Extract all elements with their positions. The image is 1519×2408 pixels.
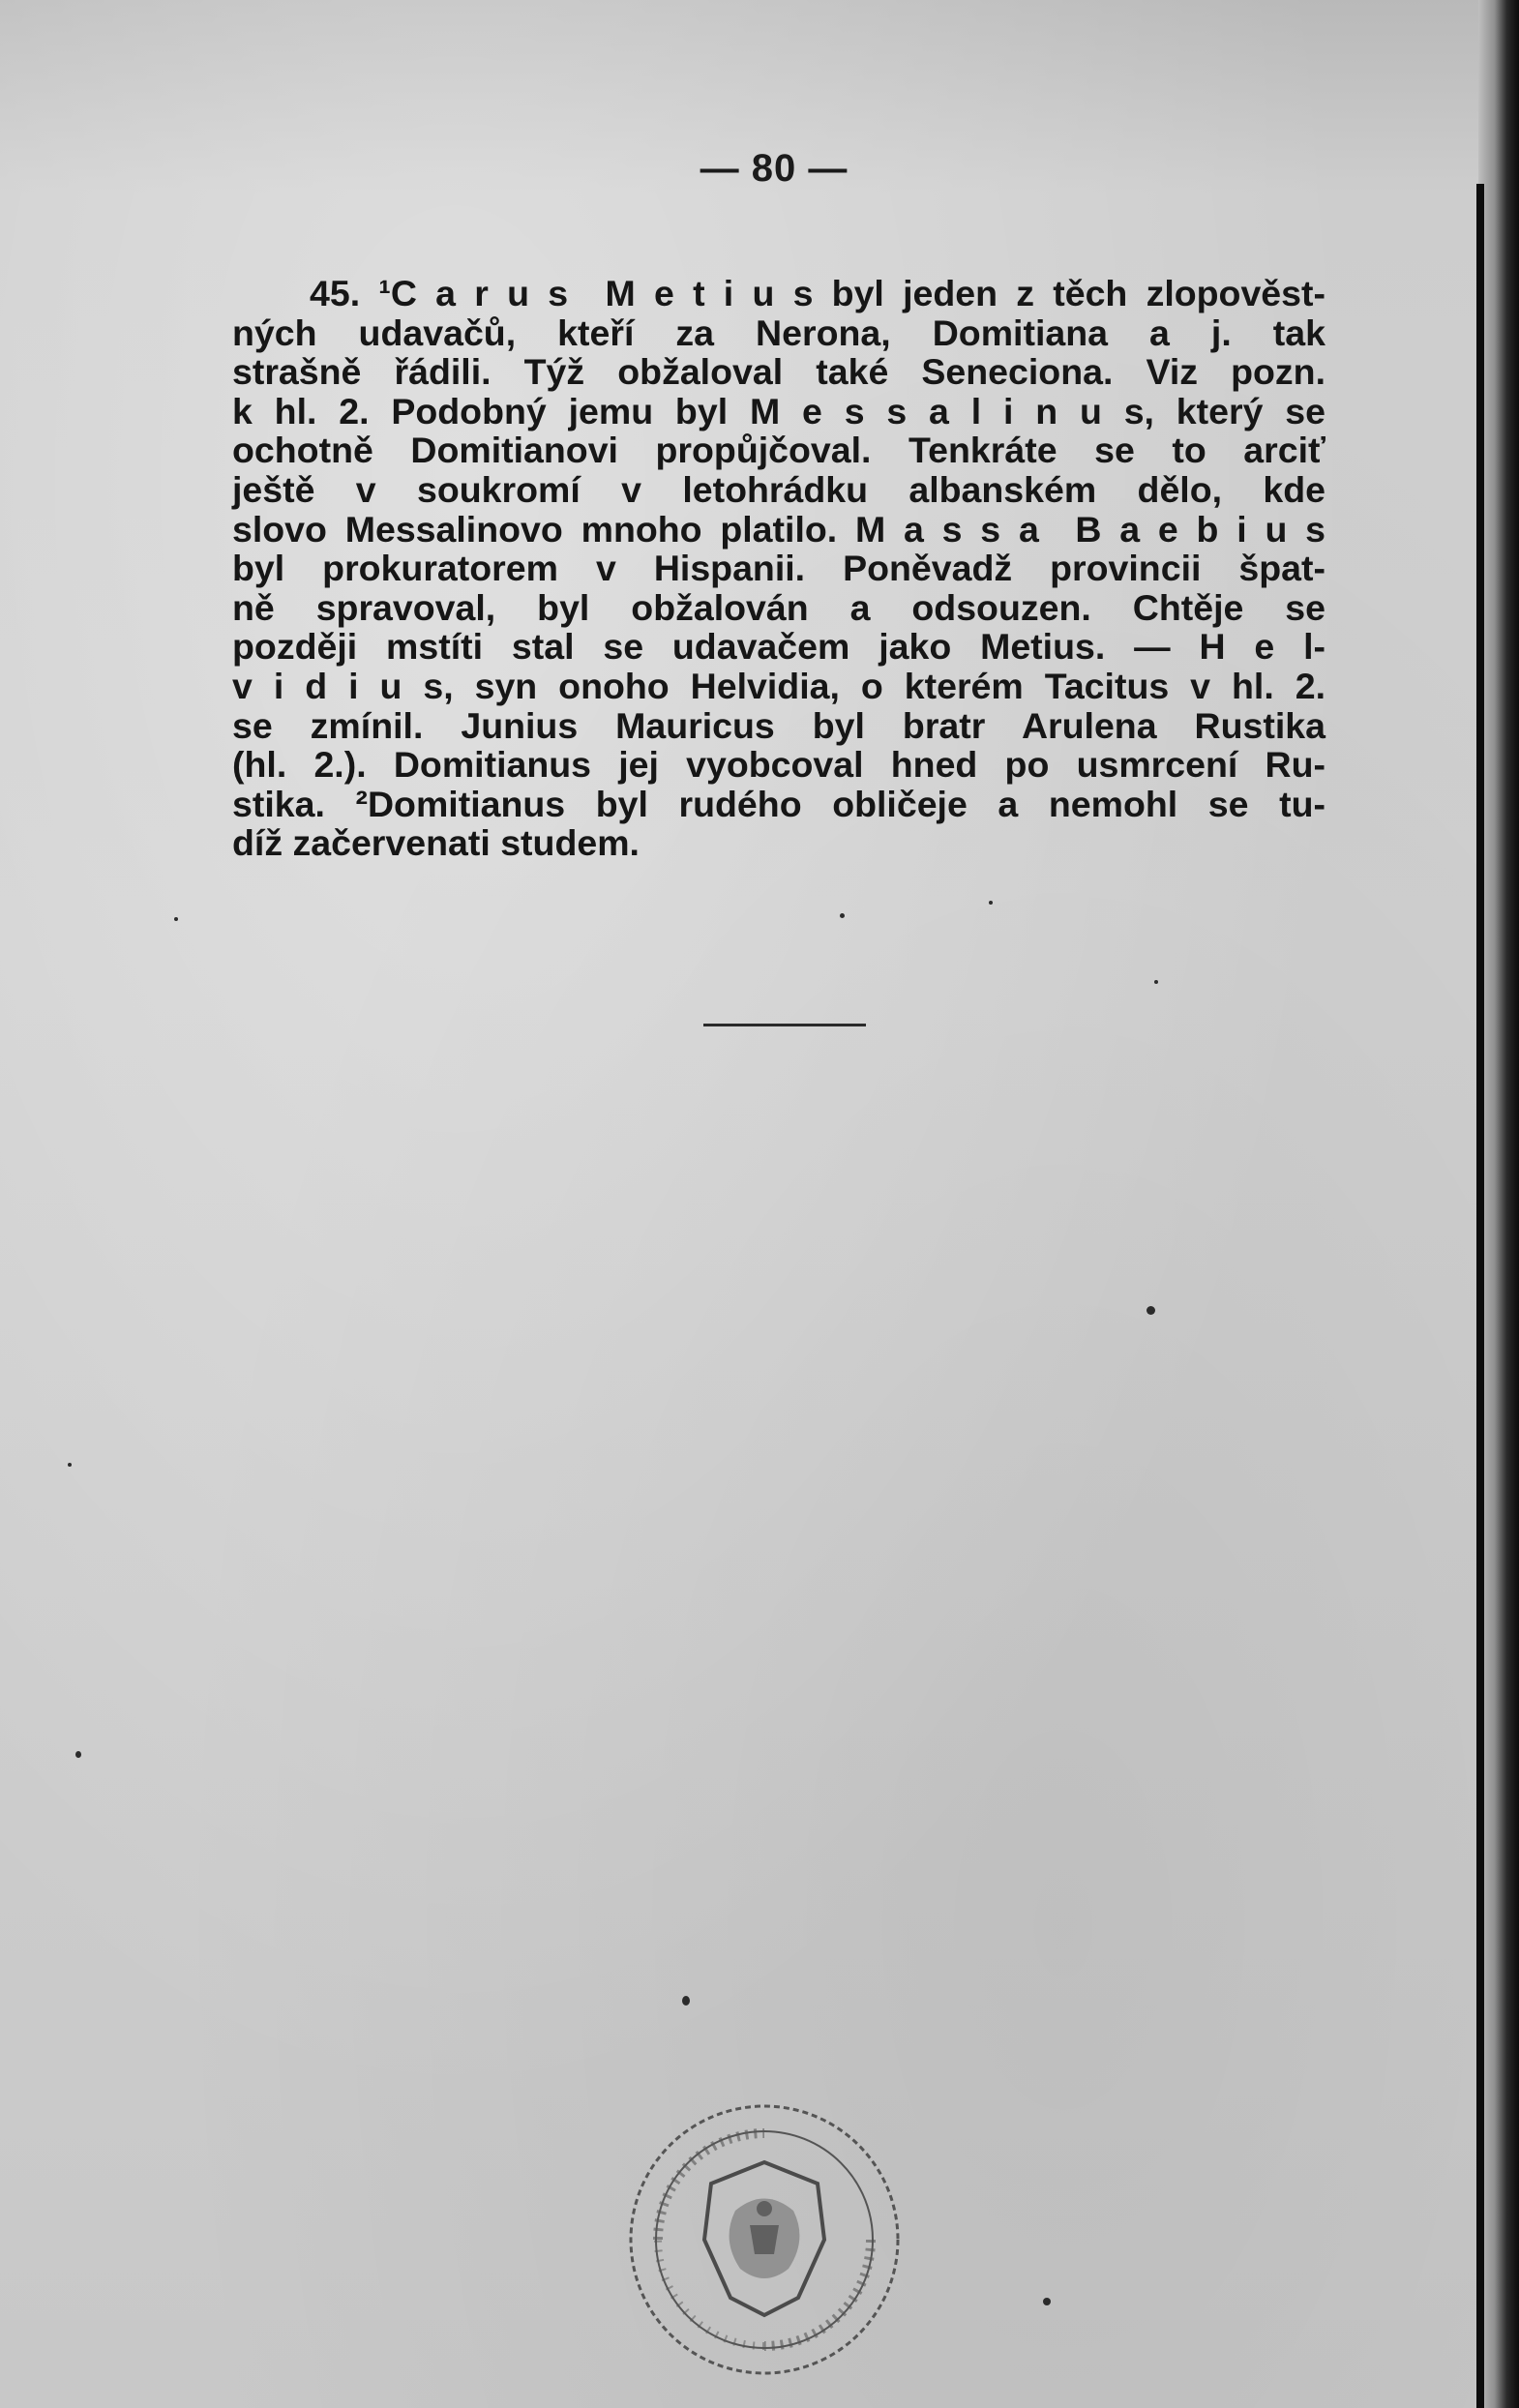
library-stamp-icon bbox=[619, 2095, 909, 2385]
footnote-text bbox=[232, 274, 1325, 863]
text-line: ných udavačů, kteří za Nerona, Domitiana a j. tak bbox=[232, 312, 1325, 353]
text-line: 45. ¹C a r u s M e t i u s byl jeden z těch zlopověst- bbox=[310, 273, 1325, 313]
text-line: ještě v soukromí v letohrádku albanském dělo, kde bbox=[232, 468, 1325, 510]
scan-speck bbox=[1147, 1306, 1155, 1315]
page-number: — 80 — bbox=[700, 147, 849, 190]
text-line: se zmínil. Junius Mauricus byl bratr Arulena Rustika bbox=[232, 704, 1325, 746]
text-line: strašně řádili. Týž obžaloval také Seneciona. Viz pozn. bbox=[232, 351, 1325, 393]
text-line: k hl. 2. Podobný jemu byl M e s s a l i n u s, který se bbox=[232, 390, 1325, 431]
scan-speck bbox=[1043, 2298, 1051, 2305]
scan-speck bbox=[1154, 980, 1158, 984]
scan-speck bbox=[68, 1463, 72, 1467]
text-line: byl prokuratorem v Hispanii. Poněvadž provincii špat- bbox=[232, 548, 1325, 589]
section-divider bbox=[703, 1024, 866, 1026]
text-line: stika. ²Domitianus byl rudého obličeje a nemohl se tu- bbox=[232, 783, 1325, 824]
text-line: (hl. 2.). Domitianus jej vyobcoval hned po usmrcení Ru- bbox=[232, 744, 1325, 786]
text-line: později mstíti stal se udavačem jako Metius. — H e l- bbox=[232, 626, 1325, 668]
scan-speck bbox=[989, 901, 993, 905]
text-line: díž začervenati studem. bbox=[232, 822, 640, 864]
text-line: slovo Messalinovo mnoho platilo. M a s s a B a e b i u s bbox=[232, 508, 1325, 550]
page-edge-line bbox=[1476, 184, 1484, 2408]
scan-speck bbox=[174, 917, 178, 921]
scan-speck bbox=[682, 1996, 690, 2006]
text-line: ně spravoval, byl obžalován a odsouzen. Chtěje se bbox=[232, 586, 1325, 628]
scan-speck bbox=[840, 913, 845, 918]
scan-speck bbox=[75, 1751, 81, 1758]
page-edge-shadow bbox=[1478, 0, 1519, 2408]
text-line: v i d i u s, syn onoho Helvidia, o kterém Tacitus v hl. 2. bbox=[232, 665, 1325, 706]
text-line: ochotně Domitianovi propůjčoval. Tenkráte se to arciť bbox=[232, 430, 1325, 471]
